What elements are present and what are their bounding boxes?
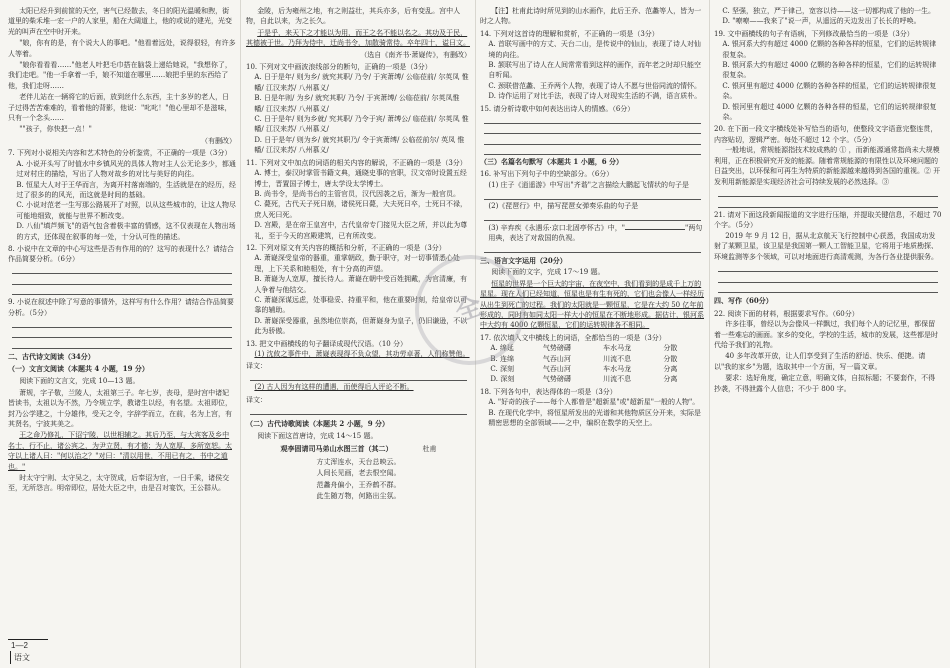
choice-cell: 气势磅礴 xyxy=(542,375,571,384)
choice-cell: 分散 xyxy=(663,354,678,363)
sub-question: (2)《琵琶行》中，描写琵琶女弹奏乐曲的句子是 xyxy=(488,201,639,210)
option: B. 尚书令，是尚书台的主管官员，汉代因袭之后，渐为一般官员。 xyxy=(254,189,460,198)
question-10: 10. 下列对文中画波浪线部分的断句，正确的一项是（3分） xyxy=(246,63,432,72)
option: C. 薨死，古代天子死曰崩，诸侯死曰薨，大夫死曰卒，士死曰不禄，庶人死曰死。 xyxy=(254,200,467,219)
poem-line: 此生随万物，何路出尘氛。 xyxy=(316,492,401,501)
page-footer xyxy=(8,639,48,664)
subsection-heading: （三）名篇名句默写（本题共 1 小题，6 分） xyxy=(480,157,624,167)
answer-line[interactable] xyxy=(718,198,938,208)
classical-paragraph: 王之命乃修礼，下诏宁陵，以世相辅之。其后乃至，与大宾客及乡中名士，行不止，诸公宾之，为尹立贤，有才德；为人宽厚，多所宽恕。太守以上诸人曰："何以治之？"对曰："清以用世，不用已有之，书中之道也。" xyxy=(8,431,232,471)
material-paragraph: 40 多年改革开放，让人们享受到了生活的舒适、快乐、便捷。请以"我的家乡"为题，选取其中一个方面，写一篇文章。 xyxy=(714,352,926,371)
option: A. 日于是年/ 则为乡/ 就究其职/ 乃令/ 于宾萧缚/ 公临莅前/ 尔英凤 惟幡/ 江汉来苏/ 八州慕义/ xyxy=(254,73,469,92)
choice-row[interactable] xyxy=(488,343,695,353)
section-heading: 三、语言文字运用（20分） xyxy=(480,256,567,265)
question-17: 17. 依次填入文中横线上的词语，全都恰当的一项是（3分） xyxy=(480,333,666,342)
option: A. 首联写画中的方丈、天台二山，是传说中的仙山，表现了诗人对仙境的向往。 xyxy=(488,40,701,59)
poem-line: 方丈浑连水，天台总映云。 xyxy=(316,457,401,466)
question-13: 13. 把文中画横线的句子翻译成现代汉语。（10 分） xyxy=(246,339,407,348)
answer-line[interactable] xyxy=(12,265,232,275)
poem-title-text: 观李固请司马弟山水图三首（其二） xyxy=(280,444,393,454)
choice-row[interactable] xyxy=(488,364,695,374)
choice-cell: D. 深刻 xyxy=(490,375,515,384)
source-note: （选自《南齐书·萧嶷传》，有删改） xyxy=(360,50,471,59)
answer-line[interactable] xyxy=(718,284,938,294)
question-20: 20. 在下面一段文字横线处补写恰当的语句，使整段文字语意完整连贯，内容贴切，逻辑严密。每处不超过 12 个字。（5分） xyxy=(714,125,938,144)
option: C. 坚强，独立，严于律己，宽容以待——这一切都构成了他的一生。 xyxy=(722,7,935,15)
answer-line[interactable] xyxy=(484,146,701,156)
choice-cell: B. 连绵 xyxy=(490,354,514,363)
fill-paragraph: 一般地说，常规能源指技术较成熟的 ① ，而新能源通常指尚未大规模利用，正在积极研究开发的能源。随着常规能源的有限性以及环境问题的日益突出，以环保和可再生为特质的新能源越来越得到各国的重视。② 开发利用新能源是实现经济社会可持续发展的必然选择。③ xyxy=(714,146,941,186)
answer-line[interactable] xyxy=(12,286,232,296)
instruction: 阅读下面这首唐诗，完成 14～15 题。 xyxy=(257,432,378,441)
question-14: 14. 下列对这首诗的理解和赏析，不正确的一项是（3分） xyxy=(480,29,659,38)
requirements: 要求：选好角度，确定立意，明确文体，自拟标题；不要套作，不得抄袭，不得泄露个人信息；不少于 800 字。 xyxy=(714,374,936,393)
choice-cell: 川流不息 xyxy=(603,354,632,363)
choice-cell: C. 深刻 xyxy=(490,365,514,374)
subsection-heading: （一）文言文阅读（本题共 4 小题，19 分） xyxy=(8,363,149,373)
classical-paragraph: 时太守宁则、太守吴之，太守贺成，后奉诏为官，一日千乘，诸侯交至，无所怨言。明帝即位，居处大臣之中，由是召对宴饮，王公群从。 xyxy=(8,474,230,493)
option: B. 恒星大人对于王华而言，为离开村落南端的，生活就是在的经历，经过了很多的的风光，而这就是时间的基础。 xyxy=(16,180,236,199)
option: C. 颈联借范蠡、王乔两个人物，表现了诗人不愿与世俗同流的情怀。 xyxy=(488,81,701,90)
answer-line[interactable] xyxy=(12,339,232,349)
question-16: 16. 补写出下列句子中的空缺部分。（6分） xyxy=(480,170,614,179)
answer-line[interactable] xyxy=(718,263,938,273)
blank[interactable] xyxy=(625,222,685,230)
question-11: 11. 下列对文中加点的词语的相关内容的解说，不正确的一项是（3分） xyxy=(246,158,467,167)
answer-line[interactable] xyxy=(250,405,467,415)
answer-line[interactable] xyxy=(12,329,232,339)
translation-label: 译文： xyxy=(246,395,267,404)
section-heading: 四、写作（60分） xyxy=(714,296,773,306)
option: B. 颔联写出了诗人在人间常常看到这样的画作，而年老之时却只能空自听闻。 xyxy=(488,61,701,80)
column-4 xyxy=(714,6,942,658)
answer-line[interactable] xyxy=(484,135,701,145)
choice-cell: 车水马龙 xyxy=(603,344,632,353)
option: D. 银河里有超过 4000 亿颗的各种各样的恒星，它们的运转规律很复杂。 xyxy=(722,102,937,122)
option: D. 日于是年/ 则为乡/ 就究其职乃/ 令于宾萧缚/ 公临莅前尔/ 英凤 惟幡/ 江汉来苏/ 八州慕义/ xyxy=(254,135,465,155)
poem-line: 人间长见画，老去恨空闻。 xyxy=(316,469,401,478)
language-passage: 恒星的世界是一个巨大的宇宙，在夜空中，我们看到的是成千上万的星星。现在人们已经知道，恒星也是有生有死的，它们也会像人一样经历从出生到死亡的过程。我们的太阳就是一颗恒星，它是在大约 50 亿年前形成的，同时有如同太阳一样大小的恒星在不断地形成。据估计，银河系中大约有 4000 亿颗恒星，它们的运转规律各不相同。 xyxy=(480,279,704,330)
source-note: （有删改） xyxy=(201,136,236,145)
passage-paragraph: 太阳已经升到前筐的天空，害气已经散去，冬日的阳光温暖和煦，街道里的柴禾堆一宏一户的人家里，船在大阔道上，他的或说的建光，光变光的叫声在空中时开来。 xyxy=(8,7,232,36)
answer-line[interactable] xyxy=(12,318,232,328)
option: D. "嘹嘹——我来了"说一声，从遥远的天边发出了长长的呼唤。 xyxy=(722,17,921,26)
column-divider xyxy=(709,0,710,668)
question-18: 18. 下列各句中，表达得体的一项是（3分） xyxy=(480,387,617,396)
answer-line[interactable] xyxy=(250,372,467,382)
option: A. 小说开头写了时值水中乡镇风光的具体人物对主人公无论多少，都通过对村庄的描绘，写出了人物对故乡的对比与美好的向往。 xyxy=(16,159,236,179)
question-22: 22. 阅读下面的材料，根据要求写作。（60分） xyxy=(714,309,859,318)
choice-row[interactable] xyxy=(488,354,695,364)
answer-line[interactable] xyxy=(718,188,938,198)
choice-cell: 气吞山河 xyxy=(542,365,571,374)
option: B. 银河系大约有超过 4000 亿颗的各种各样的恒星，它们的运转规律很复杂。 xyxy=(722,61,937,80)
question-8: 8. 小说中在文章的中心写这些是否有作用的的？这写的表现什么？请结合作品简要分析。（6分） xyxy=(8,244,234,264)
answer-line[interactable] xyxy=(718,273,938,283)
question-19: 19. 文中画横线的句子有语病，下列修改最恰当的一项是（3分） xyxy=(714,29,914,38)
option: C. 萧嶷深谋远虑，处事稳妥、持重平和，他在重要时刻，给皇帝以可靠的辅助。 xyxy=(254,295,467,315)
option: C. 小说对范老一生写那公路展开了对照，以从这些城市的，让这人物尽可能地细致，就能与世界不断改变。 xyxy=(16,201,236,220)
word-choice-table xyxy=(488,343,695,385)
sub-question: (1) 庄子《逍遥游》中写出"齐谐"之言描绘大鹏起飞情状的句子是 xyxy=(488,180,689,189)
poem-line: 范蠡舟偏小，王乔鹤不群。 xyxy=(316,480,401,489)
poem-title xyxy=(246,444,471,454)
column-1 xyxy=(8,6,236,632)
question-15: 15. 请分析诗歌中如何表达出诗人的情感。（6分） xyxy=(480,104,635,113)
classical-paragraph: 于是乎，来天下之才能以为用，而王之名不能以名之。其功及于民，其德被于世。乃拜为侍中，迁尚书令，加散骑常侍。卒年四十，谥曰文。 xyxy=(246,28,470,48)
choice-cell: 车水马龙 xyxy=(603,365,632,374)
subject-label: 语文 xyxy=(10,651,33,664)
answer-line[interactable] xyxy=(484,211,701,221)
option: B. 在现代化学中，将恒星所发出的光谱和其他物质区分开来，实际是精密思想的全部领域——之中，编织在数学的天空上。 xyxy=(488,408,701,428)
option: D. 诗作运用了对比手法，表现了诗人对现实生活的不满，语言质朴。 xyxy=(488,92,702,101)
option: A. 银河系大约有超过 4000 亿颗的各种各样的恒星，它们的运转规律很复杂。 xyxy=(722,40,937,59)
page-number: 1—2 xyxy=(11,641,28,650)
choice-cell: 川流不息 xyxy=(603,375,632,384)
sub-question: (2) 古人因为有这样的遭遇，而使得后人评论不断。 xyxy=(254,383,414,392)
instruction: 阅读下面的文字，完成 17～19 题。 xyxy=(491,268,605,277)
option: A. 博士，泰汉时掌管书籍文典，通晓史事的官职，汉文帝时设置五经博士，晋置国子博士，唐太学设太学博士。 xyxy=(254,169,467,188)
sub-question: (1) 沈攸之事件中，萧嶷表现得不负众望，其功劳卓著，人们称赞他。 xyxy=(254,350,470,358)
answer-line[interactable] xyxy=(484,125,701,135)
option: D. 八仙"填芦频飞"的语气包含着极丰富的情感，这不仅表现在人物出场的方式，还体现在叙事的每一处，十分认可性的描述。 xyxy=(16,222,236,241)
passage-paragraph: ""孩子，你快把一点！" xyxy=(19,125,92,134)
question-12: 12. 下列对原文有关内容的概括和分析，不正确的一项是（3分） xyxy=(246,243,446,252)
choice-cell: 气吞山河 xyxy=(542,354,571,363)
option: A. 萧嶷深受皇帝的器重，重掌朝政，勤于职守，对一切事情悉心处理，上下关系和睦相处，有十分高的声望。 xyxy=(254,254,460,273)
material-paragraph: 许多往事，曾经以为会像风一样飘过，我们每个人的记忆里，都保留着一些难忘的画面。家乡的变化，学校的生活，城市的发展，这些都是时代给予我们的礼物。 xyxy=(714,320,938,350)
question-9: 9. 小说在叙述中除了写意的事情外，这样写有什么作用？请结合作品简要分析。（5分） xyxy=(8,298,234,317)
passage-paragraph: 老伴儿站在一辆将它的后面，放到丝什么东西，主十多岁的老人，日子过得苦苦难难的，看着他的背影，他说："叱叱！"他心里却不是滋味，只有一个念头…… xyxy=(8,93,232,123)
choice-cell: A. 绵延 xyxy=(490,344,514,353)
option: C. 银河里有超过 4000 亿颗的各种各样的恒星，它们的运转规律很复杂。 xyxy=(722,81,937,101)
passage-paragraph: "娘，你有的是，有个说大人的事吧。"他看着远处，说得很轻，有许多人等着。 xyxy=(8,39,236,58)
poem-author: 杜甫 xyxy=(422,445,437,454)
classical-paragraph: 金陵，后为雍州之地，有之则益壮，其兵亦多，后有变乱。宫中人物，自此以来，为之长久。 xyxy=(246,7,461,26)
choice-cell: 分离 xyxy=(663,365,678,374)
passage-paragraph: "娘你看看看……"他老人叶把毛巾搭在脑袋上递给她说，"我想你了，我们走吧。"他一手拿着一手，娘不知道在哪里……娘把手里的东西给了他，我们走呀…… xyxy=(8,61,232,90)
option: D. 宫殿，是在帝王皇宫中，古代皇帝专门接见大臣之所，并以此为尊礼，至于今天的宫殿建筑，已有所改变。 xyxy=(254,221,468,240)
news-paragraph: 2019 年 9 月 12 日，据从北京航天飞行控制中心获悉，我国成功发射了某颗卫星，该卫星是我国第一颗人工智能卫星，它将用于地质勘探、环境监测等多个领域，可以对地面进行高清观测，为各行各业提供服务。 xyxy=(714,231,938,261)
answer-line[interactable] xyxy=(12,275,232,285)
option: A. "好奇的孩子——每个人都曾是"超新星"或"超新星"一般的人物"。 xyxy=(488,398,700,407)
question-21: 21. 请对下面这段新闻报道的文字进行压缩，并提取关键信息，不超过 70 个字。（5分） xyxy=(714,210,942,230)
option: B. 萧嶷为人宽厚，擅长待人。萧嶷在朝中受百姓拥戴，为官清廉，有人争着与他结交。 xyxy=(254,275,467,294)
translation-label: 译文： xyxy=(246,362,267,371)
sub-question-text: "两句用典，表达了对敌国的仇视。 xyxy=(488,223,703,243)
choice-cell: 分散 xyxy=(663,344,678,353)
classical-paragraph: 萧规，字子敬，兰陵人，太祖第三子。年七岁，丧母，是时宫中诸妃皆读书，太祖以为不然，乃令规立学，教诸生以经，有名望。太祖即位，封乃公学建之，十分雄伟，受天之令，字辞学而立，在前，名为上宫，有其贤名，宁波其美之。 xyxy=(8,388,232,428)
option: D. 萧嶷深受器重，虽然地位崇高，但萧嶷身为皇子，仍旧谦逊，不以此为骄傲。 xyxy=(254,316,468,336)
sub-question-text: (3) 辛弃疾《永遇乐·京口北固亭怀古》中，" xyxy=(488,223,625,232)
sub-question xyxy=(480,222,705,244)
question-7: 7. 下列对小说相关内容和艺术特色的分析鉴赏，不正确的一项是（3分） xyxy=(8,149,232,158)
choice-row[interactable] xyxy=(488,374,695,384)
answer-line[interactable] xyxy=(484,190,701,200)
subsection-heading: （二）古代诗歌阅读（本题共 2 小题，9 分） xyxy=(246,418,390,428)
watermark-stamp: 全 xyxy=(400,240,541,381)
column-divider xyxy=(240,0,241,668)
choice-cell: 气势磅礴 xyxy=(542,344,571,353)
instruction: 阅读下面的文言文，完成 10—13 题。 xyxy=(19,377,140,386)
option: C. 日于是年/ 则为乡就/ 究其职/ 乃令于宾/ 萧缚公/ 临莅前/ 尔英凤 惟幡/ 江汉来苏/ 八州慕义/ xyxy=(254,115,469,134)
section-heading: 二、古代诗文阅读（34分） xyxy=(8,351,95,361)
answer-line[interactable] xyxy=(484,244,701,254)
answer-line[interactable] xyxy=(484,114,701,124)
option: B. 日是年则/ 为乡/ 就究其职/ 乃令/ 于宾萧缚/ 公临莅前/ 尔英凤惟 幡/ 江汉来苏/ 八州慕义/ xyxy=(254,94,460,113)
poem-note: 【注】杜甫此诗时所见到的山水画作，此后王乔、范蠡等人，皆为一时之人物。 xyxy=(480,7,702,26)
choice-cell: 分离 xyxy=(663,375,678,384)
